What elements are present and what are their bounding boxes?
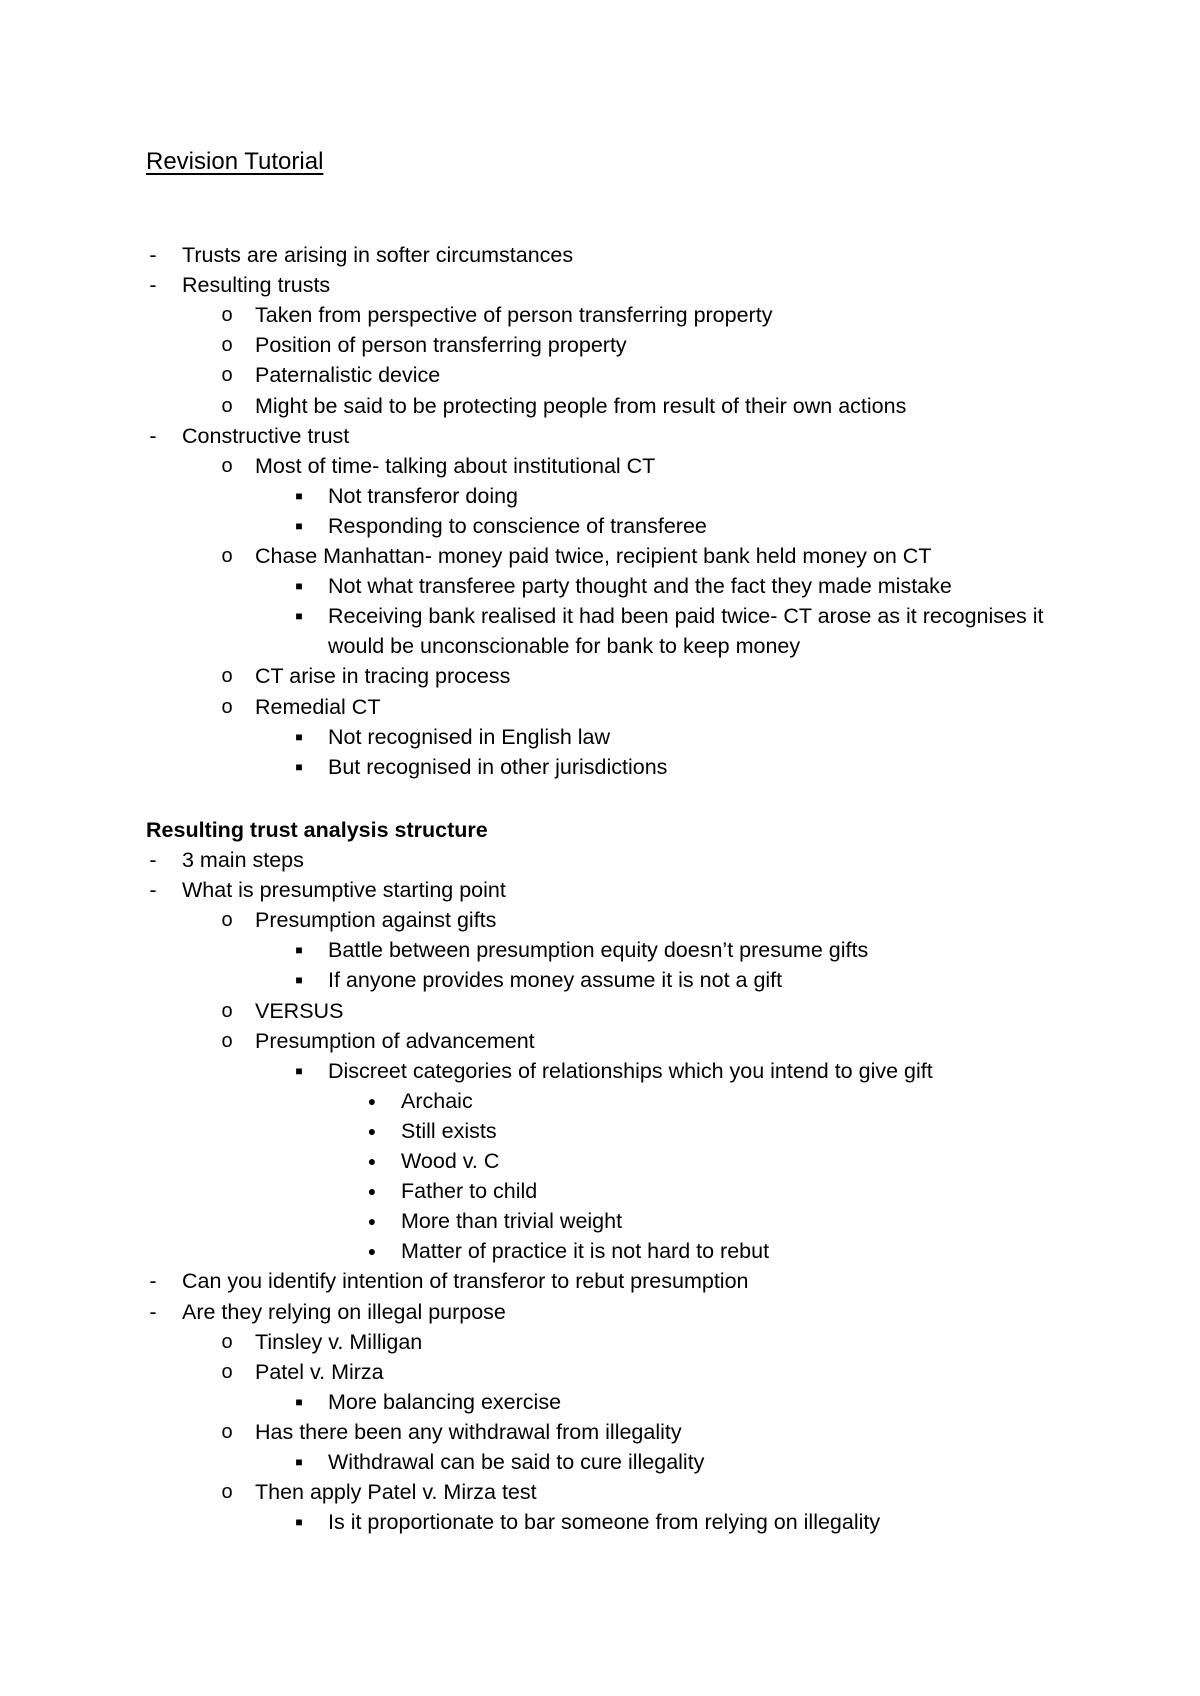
list-item-text: Taken from perspective of person transferring property: [255, 303, 773, 328]
list-item-text: But recognised in other jurisdictions: [328, 754, 668, 779]
list-item-text: Tinsley v. Milligan: [255, 1329, 423, 1354]
list-item-text: CT arise in tracing process: [255, 664, 511, 689]
bullet-marker: ■: [295, 488, 303, 503]
bullet-marker: -: [149, 1269, 157, 1294]
bullet-marker: o: [221, 334, 233, 357]
bullet-marker: o: [221, 909, 233, 932]
list-item-text: Position of person transferring property: [255, 333, 627, 358]
bullet-marker: -: [149, 878, 157, 903]
bullet-marker: o: [221, 695, 233, 718]
bullet-marker: ■: [295, 1455, 303, 1469]
list-item-text: If anyone provides money assume it is not a gift: [328, 968, 783, 993]
list-item-text: More balancing exercise: [328, 1389, 562, 1414]
list-item-text: Discreet categories of relationships which you intend to give gift: [328, 1058, 933, 1083]
list-item-text: What is presumptive starting point: [182, 878, 506, 903]
section-heading: Resulting trust analysis structure: [146, 818, 488, 842]
bullet-marker: ●: [367, 1092, 377, 1109]
list-item-text: Wood v. C: [401, 1149, 500, 1173]
list-item-text: Resulting trusts: [182, 273, 331, 298]
bullet-marker: ■: [295, 518, 303, 533]
list-item-text: Presumption of advancement: [255, 1028, 535, 1053]
list-item-text: Receiving bank realised it had been paid twice- CT arose as it recognises it: [328, 604, 1044, 629]
list-item-text: Chase Manhattan- money paid twice, recipient bank held money on CT: [255, 544, 932, 568]
list-item-text: Not transferor doing: [328, 483, 519, 508]
list-item-text: Can you identify intention of transferor to rebut presumption: [182, 1269, 749, 1294]
bullet-marker: o: [221, 1360, 233, 1383]
bullet-marker: ■: [295, 943, 303, 958]
bullet-marker: ■: [295, 973, 303, 988]
bullet-marker: ■: [295, 609, 303, 624]
bullet-marker: ●: [367, 1122, 377, 1139]
bullet-marker: o: [221, 1330, 233, 1353]
bullet-marker: ●: [367, 1243, 377, 1260]
bullet-marker: -: [149, 243, 157, 267]
list-item-text: Father to child: [401, 1179, 538, 1204]
bullet-marker: o: [221, 364, 233, 387]
list-item-text: Has there been any withdrawal from illegality: [255, 1419, 682, 1444]
bullet-marker: o: [221, 1481, 233, 1504]
page-title: Revision Tutorial: [146, 148, 324, 175]
bullet-marker: ●: [367, 1213, 377, 1230]
list-item-text: Might be said to be protecting people from result of their own actions: [255, 393, 907, 418]
list-item-text: Remedial CT: [255, 694, 381, 719]
bullet-marker: ■: [295, 1063, 303, 1078]
bullet-marker: -: [149, 848, 157, 872]
bullet-marker: -: [149, 1299, 157, 1324]
list-item-text: Responding to conscience of transferee: [328, 513, 707, 538]
bullet-marker: o: [221, 1029, 233, 1052]
bullet-marker: o: [221, 304, 233, 327]
bullet-marker: ●: [367, 1153, 377, 1169]
list-item-text: Patel v. Mirza: [255, 1359, 384, 1384]
bullet-marker: o: [221, 454, 233, 477]
bullet-marker: ●: [367, 1183, 377, 1200]
list-item-text: Withdrawal can be said to cure illegality: [328, 1450, 705, 1474]
bullet-marker: o: [221, 665, 233, 688]
list-item-text: Trusts are arising in softer circumstances: [182, 243, 574, 267]
list-item-text: Presumption against gifts: [255, 908, 497, 933]
list-item-text: Most of time- talking about institutional CT: [255, 453, 656, 478]
bullet-marker: o: [221, 394, 233, 417]
list-item-text: Constructive trust: [182, 423, 350, 448]
list-item-text: Paternalistic device: [255, 363, 441, 388]
bullet-marker: ■: [295, 759, 303, 774]
list-item-text: Are they relying on illegal purpose: [182, 1299, 506, 1324]
list-item-text: Still exists: [401, 1118, 497, 1143]
list-item-text: would be unconscionable for bank to keep money: [328, 634, 801, 659]
list-item-text: Matter of practice it is not hard to rebut: [401, 1239, 770, 1264]
list-item-text: VERSUS: [255, 998, 344, 1023]
list-item-text: Then apply Patel v. Mirza test: [255, 1480, 537, 1505]
list-item-text: Is it proportionate to bar someone from relying on illegality: [328, 1510, 881, 1535]
bullet-marker: ■: [295, 579, 303, 594]
list-item-text: Not recognised in English law: [328, 724, 611, 749]
list-item-text: Archaic: [401, 1088, 473, 1113]
bullet-marker: o: [221, 999, 233, 1022]
bullet-marker: ■: [295, 1394, 303, 1409]
bullet-marker: -: [149, 273, 157, 298]
bullet-marker: o: [221, 545, 233, 567]
bullet-marker: ■: [295, 1515, 303, 1530]
list-item-text: 3 main steps: [182, 848, 304, 872]
bullet-marker: o: [221, 1420, 233, 1443]
list-item-text: More than trivial weight: [401, 1209, 623, 1234]
list-item-text: Battle between presumption equity doesn’t presume gifts: [328, 938, 869, 963]
bullet-marker: ■: [295, 729, 303, 744]
list-item-text: Not what transferee party thought and the fact they made mistake: [328, 574, 952, 599]
bullet-marker: -: [149, 423, 157, 448]
